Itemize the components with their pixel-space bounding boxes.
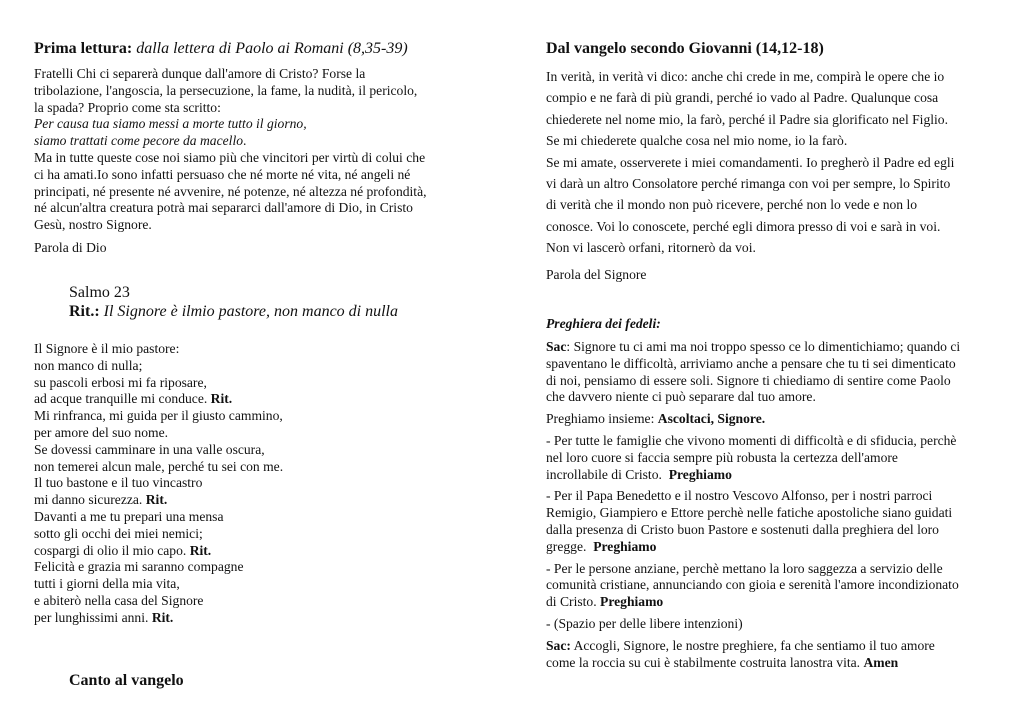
psalm-line: Mi rinfranca, mi guida per il giusto cammino,: [34, 408, 283, 424]
psalm-refrain: [69, 302, 398, 321]
gospel-line: vi darà un altro Consolatore perché rimanga con voi per sempre, lo Spirito: [546, 176, 951, 192]
prayers-text: [546, 339, 960, 671]
sac-closing-label: Sac:: [546, 637, 571, 653]
gospel-line: Non vi lascerò orfani, ritornerò da voi.: [546, 240, 756, 256]
psalm-line: Il Signore è il mio pastore:: [34, 341, 180, 356]
first-reading-label: Prima lettura:: [34, 40, 133, 57]
intention-line: comunità cristiane, annunciando con gioia e serenità l'amore incondizionato: [546, 577, 959, 593]
gospel-line: In verità, in verità vi dico: anche chi crede in me, compirà le opere che io: [546, 69, 945, 84]
psalm-refrain-text: Il Signore è ilmio pastore, non manco di nulla: [103, 303, 398, 320]
psalm-line: Se dovessi camminare in una valle oscura,: [34, 441, 265, 457]
intention-line: [546, 539, 960, 556]
psalm-line: su pascoli erbosi mi fa riposare,: [34, 374, 207, 390]
psalm-heading: [69, 283, 398, 321]
sac-closing-text: Accogli, Signore, le nostre preghiere, fa che sentiamo il tuo amore: [570, 637, 935, 653]
gospel-text: [546, 66, 954, 259]
first-reading-title: [34, 40, 408, 58]
pray-together-prefix: Preghiamo insieme:: [546, 411, 658, 427]
reading-line: tribolazione, l'angoscia, la persecuzione, la fame, la nudità, il pericolo,: [34, 82, 418, 98]
pray-together-response: Ascoltaci, Signore.: [657, 411, 766, 427]
intention-line: dalla presenza di Cristo buon Pastore e sostenuti dalla preghiera del loro: [546, 521, 939, 537]
gospel-line: compio e ne farà di più grandi, perché io vado al Padre. Qualunque cosa: [546, 90, 939, 106]
intention-line-text: incrollabile di Cristo.: [546, 466, 669, 482]
psalm-line: [34, 492, 283, 509]
sac-closing-line: [546, 638, 960, 655]
reading-closing: Parola di Dio: [34, 239, 107, 255]
reading-line: Ma in tutte queste cose noi siamo più che vincitori per virtù di colui che: [34, 149, 426, 165]
pray-together: [546, 411, 960, 428]
sac-intro: [546, 339, 960, 406]
prayers-title: Preghiera dei fedeli:: [546, 316, 661, 331]
psalm-line-text: mi danno sicurezza.: [34, 492, 143, 508]
gospel-line: di verità che il mondo non può ricevere, perché non lo vede e non lo: [546, 197, 918, 213]
psalm-rit-tag: Rit.: [210, 391, 233, 407]
psalm-title: Salmo 23: [69, 284, 130, 301]
sac-intro-text: : Signore tu ci ami ma noi troppo spesso ce lo dimentichiamo; quando ci: [566, 339, 961, 354]
psalm-line: [34, 610, 283, 627]
sac-intro-line: [546, 339, 960, 356]
sac-closing-text: come la roccia su cui è stabilmente costruita lanostra vita.: [546, 654, 864, 670]
sac-intro-line: di noi, pensiamo di essere soli. Signore ti chiediamo di sentire come Paolo: [546, 372, 951, 388]
psalm-line: non temerei alcun male, perché tu sei con me.: [34, 458, 284, 474]
psalm-line: [34, 543, 283, 560]
intention-families: [546, 433, 960, 483]
preghiamo-response: Preghiamo: [593, 538, 657, 554]
reading-line: Fratelli Chi ci separerà dunque dall'amore di Cristo? Forse la: [34, 66, 366, 81]
psalm-rit-tag: Rit.: [189, 542, 212, 558]
intention-line-text: gregge.: [546, 538, 594, 554]
psalm-rit-tag: Rit.: [145, 492, 168, 508]
intention-line: [546, 467, 960, 484]
psalm-line-text: cospargi di olio il mio capo.: [34, 542, 187, 558]
psalm-refrain-label: Rit.:: [69, 303, 100, 320]
intention-line: Remigio, Giampiero e Ettore perchè nelle fatiche apostoliche siano guidati: [546, 505, 953, 521]
sac-label: Sac: [546, 339, 567, 354]
sac-intro-line: spaventano le difficoltà, arriviamo anche a pensare che tu ti sei dimenticato: [546, 355, 956, 371]
intention-line: [546, 594, 960, 611]
psalm-line: e abiterò nella casa del Signore: [34, 592, 204, 608]
intention-line-text: di Cristo.: [546, 594, 601, 610]
reading-quote-line: [34, 133, 427, 150]
intention-elderly: [546, 561, 960, 611]
free-intentions: - (Spazio per delle libere intenzioni): [546, 615, 743, 631]
reading-line: principati, né presente né avvenire, né potenze, né altezza né profondità,: [34, 183, 427, 199]
preghiamo-response: Preghiamo: [668, 466, 732, 482]
amen: Amen: [863, 654, 899, 670]
sac-closing: [546, 638, 960, 672]
reading-line: ci ha amati.Io sono infatti persuaso che né morte né vita, né angeli né: [34, 166, 411, 182]
preghiamo-response: Preghiamo: [600, 594, 664, 610]
sac-closing-line: [546, 655, 960, 672]
intention-line: - Per il Papa Benedetto e il nostro Vescovo Alfonso, per i nostri parroci: [546, 488, 933, 504]
intention-line: - Per tutte le famiglie che vivono momenti di difficoltà e di sfiducia, perchè: [546, 432, 957, 448]
first-reading-text: [34, 66, 427, 257]
reading-line: Gesù, nostro Signore.: [34, 217, 152, 233]
reading-line: né alcun'altra creatura potrà mai separarci dall'amore di Dio, in Cristo: [34, 200, 413, 216]
psalm-line: Felicità e grazia mi saranno compagne: [34, 559, 244, 575]
reading-quote-line: Per causa tua siamo messi a morte tutto il giorno,: [34, 116, 307, 132]
first-reading-source: dalla lettera di Paolo ai Romani (8,35-39): [136, 40, 408, 57]
psalm-rit-tag: Rit.: [151, 609, 174, 625]
psalm-line: [34, 391, 283, 408]
reading-quote-text: siamo trattati come pecore da macello: [34, 133, 244, 149]
psalm-line: non manco di nulla;: [34, 357, 143, 373]
psalm-line: sotto gli occhi dei miei nemici;: [34, 525, 203, 541]
psalm-text: [34, 341, 283, 627]
gospel-acclamation-title: Canto al vangelo: [69, 672, 184, 689]
psalm-line-text: per lunghissimi anni.: [34, 609, 149, 625]
intention-line: - Per le persone anziane, perchè mettano la loro saggezza a servizio delle: [546, 560, 943, 576]
psalm-line: Il tuo bastone e il tuo vincastro: [34, 475, 203, 491]
intention-pastors: [546, 488, 960, 555]
gospel-line: Se mi chiederete qualche cosa nel mio nome, io la farò.: [546, 133, 848, 149]
gospel-title: Dal vangelo secondo Giovanni (14,12-18): [546, 40, 824, 57]
gospel-line: Se mi amate, osserverete i miei comandamenti. Io pregherò il Padre ed egli: [546, 154, 955, 170]
reading-quote-end: .: [243, 133, 247, 149]
reading-line: la spada? Proprio come sta scritto:: [34, 99, 221, 115]
gospel-closing: Parola del Signore: [546, 267, 647, 282]
psalm-line: per amore del suo nome.: [34, 424, 169, 440]
psalm-line: tutti i giorni della mia vita,: [34, 576, 180, 592]
intention-line: nel loro cuore si faccia sempre più robusta la certezza dell'amore: [546, 449, 898, 465]
gospel-line: chiederete nel nome mio, la farò, perché il Padre sia glorificato nel Figlio.: [546, 111, 949, 127]
psalm-line-text: ad acque tranquille mi conduce.: [34, 391, 208, 407]
sac-intro-line: che davvero niente ci può separare dal tuo amore.: [546, 389, 816, 405]
gospel-line: conosce. Voi lo conoscete, perché egli dimora presso di voi e sarà in voi.: [546, 218, 941, 234]
psalm-line: Davanti a me tu prepari una mensa: [34, 508, 224, 524]
